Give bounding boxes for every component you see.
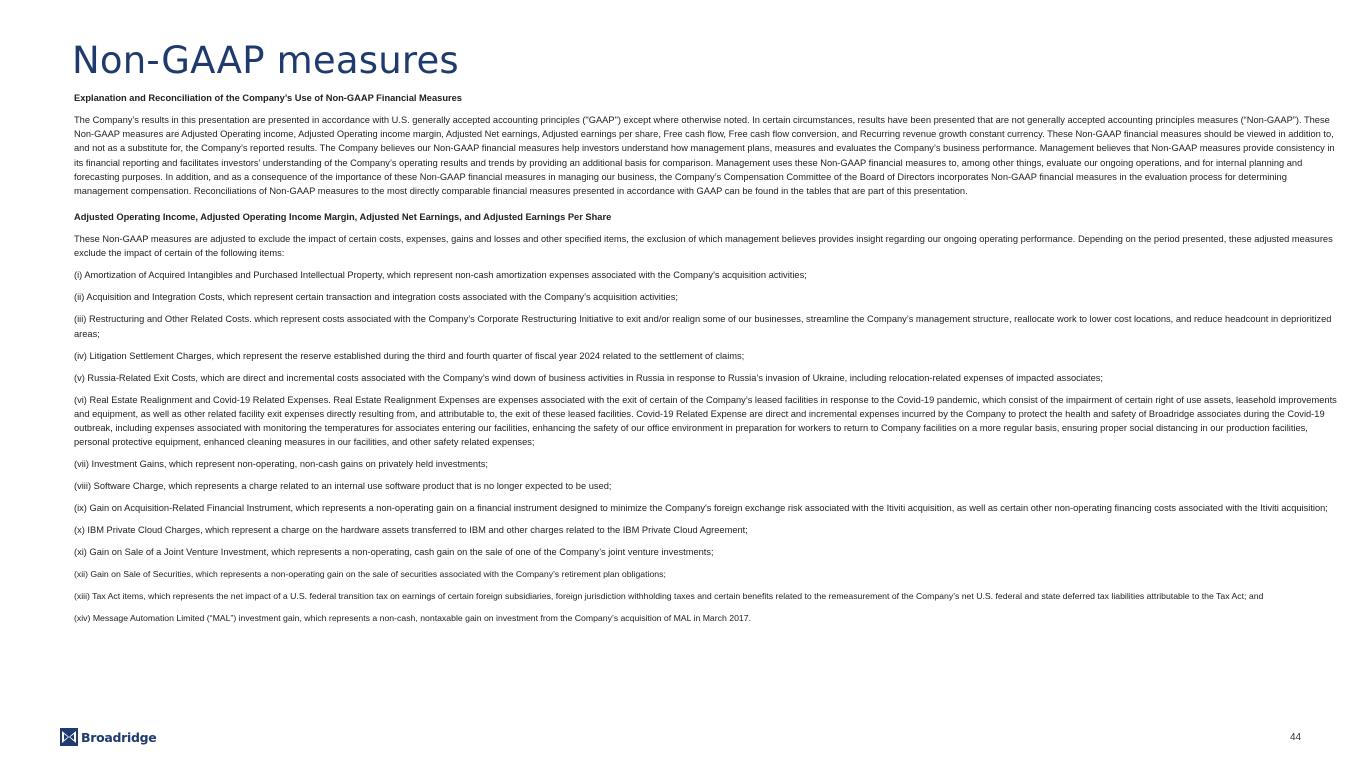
list-item-ii: (ii) Acquisition and Integration Costs, which represent certain transaction and integration costs associated with the Company’s acquisition activities; <box>74 292 678 303</box>
list-item-v: (v) Russia-Related Exit Costs, which are direct and incremental costs associated with the Company’s wind down of business activities in Russia in response to Russia’s invasion of Ukraine, including relocation-related expenses of impacted associates; <box>74 372 1104 383</box>
broadridge-logo <box>60 728 157 746</box>
list-item-xii: (xii) Gain on Sale of Securities, which represents a non-operating gain on the sale of securities associated with the Company’s retirement plan obligations; <box>74 569 666 580</box>
brand-name: Broadridge <box>81 729 157 745</box>
content-body <box>74 91 1342 633</box>
list-item-vi: (vi) Real Estate Realignment and Covid-19 Related Expenses. Real Estate Realignment Expenses are expenses associated with the exit of certain of the Company’s leased facilities in response to the Covid-19 pandemic, which consist of the impairment of certain right of use assets, leasehold improvements and equipment, as well as other related facility exit expenses directly resulting from, and attributable to, the exit of these leased facilities. Covid-19 Related Expense are direct and incremental expenses incurred by the Company to protect the health and safety of Broadridge associates during the Covid-19 outbreak, including expenses associated with monitoring the temperatures for associates entering our facilities, enhancing the safety of our office environment in preparation for workers to return to Company facilities on a more regular basis, ensuring proper social distancing in our production facilities, personal protective equipment, enhanced cleaning measures in our facilities, and other safety related expenses; <box>74 394 1337 448</box>
list-item-iii: (iii) Restructuring and Other Related Costs. which represent costs associated with the Company’s Corporate Restructuring Initiative to exit and/or realign some of our businesses, streamline the Company’s management structure, reallocate work to lower cost locations, and reduce headcount in deprioritized areas; <box>74 314 1332 339</box>
intro-paragraph: The Company’s results in this presentation are presented in accordance with U.S. generally accepted accounting principles ("GAAP") except where otherwise noted. In certain circumstances, results have been presented that are not generally accepted accounting principles measures (“Non-GAAP”). These Non-GAAP measures are Adjusted Operating income, Adjusted Operating income margin, Adjusted Net earnings, Adjusted earnings per share, Free cash flow, Free cash flow conversion, and Recurring revenue growth constant currency. These Non-GAAP financial measures should be viewed in addition to, and not as a substitute for, the Company’s reported results. The Company believes our Non-GAAP financial measures help investors understand how management plans, measures and evaluates the Company’s business performance. Management believes that Non-GAAP measures provide consistency in its financial reporting and facilitates investors’ understanding of the Company’s operating results and trends by providing an additional basis for comparison. Management uses these Non-GAAP financial measures to, among other things, evaluate our ongoing operations, and for internal planning and forecasting purposes. In addition, and as a consequence of the importance of these Non-GAAP financial measures in managing our business, the Company’s Compensation Committee of the Board of Directors incorporates Non-GAAP financial measures in the evaluation process for determining management compensation. Reconciliations of Non-GAAP measures to the most directly comparable financial measures presented in accordance with GAAP can be found in the tables that are part of this presentation. <box>74 115 1335 197</box>
list-item-iv: (iv) Litigation Settlement Charges, which represent the reserve established during the third and fourth quarter of fiscal year 2024 related to the settlement of claims; <box>74 350 745 361</box>
adjusted-intro-paragraph: These Non-GAAP measures are adjusted to exclude the impact of certain costs, expenses, gains and losses and other specified items, the exclusion of which management believes provides insight regarding our ongoing operating performance. Depending on the period presented, these adjusted measures exclude the impact of certain of the following items: <box>74 234 1333 259</box>
list-item-xiv: (xiv) Message Automation Limited (“MAL”) investment gain, which represents a non-cash, nontaxable gain on investment from the Company’s acquisition of MAL in March 2017. <box>74 613 751 624</box>
list-item-ix: (ix) Gain on Acquisition-Related Financial Instrument, which represents a non-operating gain on a financial instrument designed to minimize the Company's foreign exchange risk associated with the Itiviti acquisition, as well as certain other non-operating financing costs associated with the Itiviti acquisition; <box>74 503 1328 514</box>
section-heading-adjusted-measures: Adjusted Operating Income, Adjusted Operating Income Margin, Adjusted Net Earnings, and Adjusted Earnings Per Share <box>74 212 612 223</box>
list-item-viii: (viii) Software Charge, which represents a charge related to an internal use software product that is no longer expected to be used; <box>74 481 612 492</box>
page-title: Non-GAAP measures <box>72 39 459 82</box>
section-heading-explanation: Explanation and Reconciliation of the Company’s Use of Non-GAAP Financial Measures <box>74 93 462 103</box>
list-item-vii: (vii) Investment Gains, which represent non-operating, non-cash gains on privately held investments; <box>74 459 488 470</box>
page-number: 44 <box>1290 732 1302 743</box>
list-item-xi: (xi) Gain on Sale of a Joint Venture Investment, which represents a non-operating, cash gain on the sale of one of the Company’s joint venture investments; <box>74 547 714 558</box>
list-item-x: (x) IBM Private Cloud Charges, which represent a charge on the hardware assets transferred to IBM and other charges related to the IBM Private Cloud Agreement; <box>74 525 748 536</box>
list-item-i: (i) Amortization of Acquired Intangibles and Purchased Intellectual Property, which represent non-cash amortization expenses associated with the Company's acquisition activities; <box>74 270 807 281</box>
broadridge-bowtie-icon <box>60 728 78 746</box>
list-item-xiii: (xiii) Tax Act items, which represents the net impact of a U.S. federal transition tax on earnings of certain foreign subsidiaries, foreign jurisdiction withholding taxes and certain benefits related to the remeasurement of the Company’s net U.S. federal and state deferred tax liabilities attributable to the Tax Act; and <box>74 591 1264 602</box>
